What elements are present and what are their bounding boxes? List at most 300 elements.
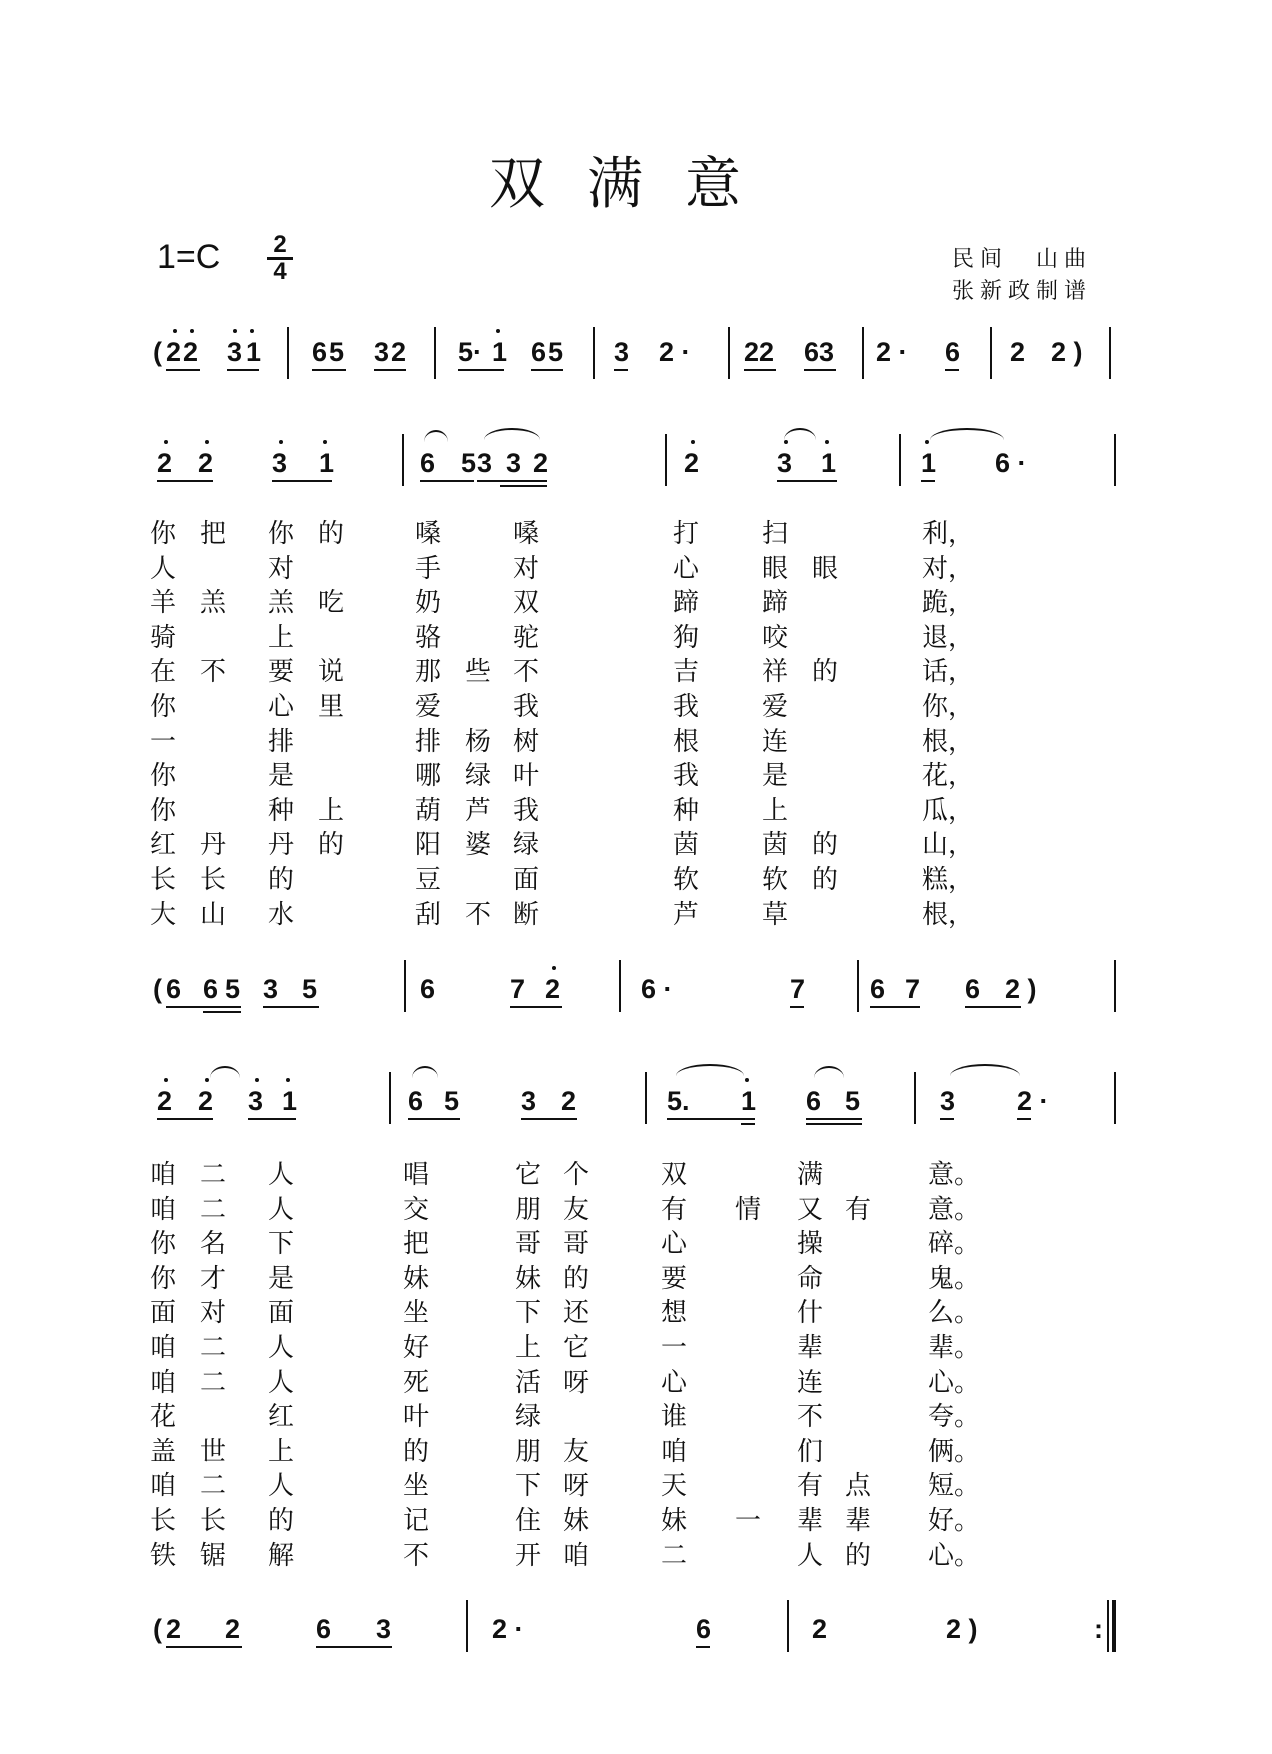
lyric-char: 的 — [318, 830, 345, 861]
lyric-char: 丹 — [268, 830, 295, 861]
lyric-char: 咱 — [563, 1540, 590, 1571]
barline — [434, 327, 436, 379]
lyric-char: 人 — [268, 1471, 295, 1502]
underline — [614, 369, 628, 371]
underline — [272, 480, 332, 482]
lyric-char: 人 — [268, 1194, 295, 1225]
lyric-char: 朋 — [515, 1436, 542, 1467]
lyric-char: 死 — [403, 1367, 430, 1398]
lyric-char: 我 — [673, 761, 700, 792]
underline — [945, 369, 959, 371]
lyric-char: 咱 — [661, 1436, 688, 1467]
note: 2 · — [659, 337, 691, 367]
lyric-char: 骆 — [415, 622, 442, 653]
lyric-char: 我 — [513, 692, 540, 722]
lyric-char: 水 — [268, 899, 295, 930]
underline — [166, 1646, 242, 1648]
lyric-char: 意。 — [928, 1194, 981, 1225]
lyric-char: 眼 — [762, 553, 789, 584]
note: 5 — [461, 448, 477, 478]
underline — [790, 1006, 804, 1008]
lyric-char: 丹 — [200, 830, 227, 861]
lyric-char: 大 — [150, 899, 177, 930]
barline — [1114, 1072, 1116, 1124]
lyric-char: 你 — [268, 519, 295, 549]
lyric-char: 解 — [268, 1540, 295, 1571]
lyric-char: 狗 — [673, 622, 700, 653]
lyric-char: 二 — [200, 1471, 227, 1502]
barline — [1114, 960, 1116, 1012]
lyric-char: 双 — [661, 1160, 688, 1190]
octave-dot — [691, 440, 695, 444]
lyric-char: 二 — [200, 1367, 227, 1398]
lyric-char: 连 — [762, 726, 789, 757]
barline — [728, 327, 730, 379]
octave-dot — [784, 440, 788, 444]
note: 1 — [921, 448, 937, 478]
lyric-char: 说 — [318, 657, 345, 688]
lyric-char: 软 — [673, 865, 700, 895]
underline — [870, 1006, 920, 1008]
note: 5. — [667, 1086, 690, 1116]
underline — [940, 1118, 954, 1120]
lyric-char: 天 — [661, 1471, 688, 1502]
barline — [787, 1600, 789, 1652]
lyric-char: 奶 — [415, 588, 442, 619]
lyric-char: 有 — [845, 1194, 872, 1225]
time-signature — [267, 231, 293, 285]
lyric-char: 吉 — [673, 657, 700, 688]
lyric-char: 长 — [150, 865, 177, 895]
underline — [166, 1006, 241, 1008]
lyric-char: 草 — [762, 899, 789, 930]
note: 6 — [696, 1614, 712, 1644]
octave-dot — [173, 329, 177, 333]
lyric-char: 红 — [268, 1402, 295, 1433]
note: 2 · — [876, 337, 908, 367]
lyric-char: 驼 — [513, 622, 540, 653]
lyric-char: 不 — [513, 657, 540, 688]
lyric-char: 把 — [200, 519, 227, 549]
lyric-char: 想 — [661, 1298, 688, 1329]
lyric-char: 吃 — [318, 588, 345, 619]
lyric-char: 们 — [797, 1436, 824, 1467]
lyric-char: 操 — [797, 1229, 824, 1260]
lyric-char: 心 — [268, 692, 295, 722]
octave-dot — [164, 1078, 168, 1082]
lyric-char: 不 — [200, 657, 227, 688]
lyric-char: 又 — [797, 1194, 824, 1225]
note: 2 ) — [946, 1614, 978, 1644]
note: 3 — [227, 337, 243, 367]
note: 7 — [905, 974, 921, 1004]
lyric-char: 红 — [150, 830, 177, 861]
lyric-char: 的 — [812, 830, 839, 861]
lyric-char: 祥 — [762, 657, 789, 688]
lyric-char: 世 — [200, 1436, 227, 1467]
underline — [316, 1646, 392, 1648]
note: 1 — [319, 448, 335, 478]
outro-staff — [0, 1614, 1272, 1674]
lyric-char: 上 — [515, 1333, 542, 1363]
lyric-char: 我 — [673, 692, 700, 722]
lyric-char: 上 — [268, 622, 295, 653]
lyric-char: 蹄 — [762, 588, 789, 619]
end-repeat-barline — [1112, 1600, 1116, 1652]
lyric-char: 你 — [150, 1229, 177, 1260]
lyric-char: 心 — [661, 1367, 688, 1398]
octave-dot — [925, 440, 929, 444]
note: 6 — [945, 337, 961, 367]
lyric-char: 要 — [661, 1263, 688, 1294]
barline — [645, 1072, 647, 1124]
underline-double — [806, 1123, 862, 1125]
lyric-char: 豆 — [415, 865, 442, 895]
barline — [287, 327, 289, 379]
lyric-char: 对 — [268, 553, 295, 584]
lyric-char: 你 — [150, 795, 177, 826]
underline — [458, 369, 504, 371]
lyric-char: 芦 — [465, 795, 492, 826]
lyric-char: 羔 — [268, 588, 295, 619]
underline — [166, 369, 200, 371]
underline — [374, 369, 406, 371]
underline — [227, 369, 259, 371]
barline — [862, 327, 864, 379]
lyric-char: 叶 — [403, 1402, 430, 1433]
barline — [1109, 327, 1111, 379]
lyric-char: 咱 — [150, 1333, 177, 1363]
paren-open: ( — [153, 1614, 162, 1644]
barline — [899, 434, 901, 486]
underline-double — [741, 1123, 755, 1125]
lyric-char: 心。 — [928, 1540, 981, 1571]
note: 3 — [614, 337, 630, 367]
underline — [157, 1118, 213, 1120]
note: 6 · — [995, 448, 1027, 478]
underline — [921, 480, 935, 482]
lyric-char: 上 — [268, 1436, 295, 1467]
lyric-char: 羊 — [150, 588, 177, 619]
note: 6 — [420, 448, 436, 478]
lyric-char: 茵 — [673, 830, 700, 861]
lyric-char: 绿 — [515, 1402, 542, 1433]
lyric-char: 花 — [150, 1402, 177, 1433]
barline — [1107, 1600, 1109, 1652]
lyric-char: 爱 — [762, 692, 789, 722]
lyric-char: 才 — [200, 1263, 227, 1294]
barline — [665, 434, 667, 486]
lyric-char: 它 — [515, 1160, 542, 1190]
lyric-char: 里 — [318, 692, 345, 722]
lyric-char: 山 — [200, 899, 227, 930]
lyric-char: 咱 — [150, 1160, 177, 1190]
lyric-char: 的 — [318, 519, 345, 549]
note: 6 — [806, 1086, 822, 1116]
note: 3 — [374, 337, 390, 367]
lyric-char: 茵 — [762, 830, 789, 861]
lyric-char: 谁 — [661, 1402, 688, 1433]
lyric-char: 妹 — [515, 1263, 542, 1294]
octave-dot — [552, 966, 556, 970]
lyric-char: 满 — [797, 1160, 824, 1190]
lyric-char: 的 — [268, 1506, 295, 1536]
octave-dot — [190, 329, 194, 333]
lyric-char: 妹 — [563, 1506, 590, 1536]
refrain-staff — [0, 1086, 1272, 1146]
note: 5 — [845, 1086, 861, 1116]
lyric-char: 上 — [318, 795, 345, 826]
lyric-char: 咬 — [762, 622, 789, 653]
lyric-char: 羔 — [200, 588, 227, 619]
barline — [466, 1600, 468, 1652]
lyric-char: 坐 — [403, 1298, 430, 1329]
slur — [784, 428, 816, 440]
lyric-char: 连 — [797, 1367, 824, 1398]
note: 63 — [804, 337, 835, 367]
lyric-char: 些 — [465, 657, 492, 688]
underline — [248, 1118, 296, 1120]
lyric-char: 退， — [922, 622, 975, 653]
lyric-char: 碎。 — [928, 1229, 981, 1260]
octave-dot — [323, 440, 327, 444]
note: 1 — [492, 337, 508, 367]
lyric-char: 盖 — [150, 1436, 177, 1467]
lyric-char: 要 — [268, 657, 295, 688]
lyric-char: 利， — [922, 519, 975, 549]
note: 2 — [198, 1086, 214, 1116]
lyric-char: 面 — [268, 1298, 295, 1329]
lyric-char: 么。 — [928, 1298, 981, 1329]
genre-credit: 民间 山曲 — [952, 247, 1093, 272]
note: 6 — [203, 974, 219, 1004]
underline — [477, 480, 547, 482]
lyric-char: 呀 — [563, 1471, 590, 1502]
lyric-char: 的 — [812, 657, 839, 688]
underline — [777, 480, 837, 482]
lyric-char: 眼 — [812, 553, 839, 584]
lyric-char: 树 — [513, 726, 540, 757]
underline — [420, 480, 474, 482]
note: 2 — [1010, 337, 1026, 367]
note: 3 — [777, 448, 793, 478]
note: 5 — [225, 974, 241, 1004]
lyric-char: 名 — [200, 1229, 227, 1260]
note: 3 — [940, 1086, 956, 1116]
lyric-char: 爱 — [415, 692, 442, 722]
lyric-char: 心 — [673, 553, 700, 584]
lyric-char: 咱 — [150, 1194, 177, 1225]
lyric-char: 情 — [735, 1194, 762, 1225]
slur — [814, 1066, 844, 1078]
lyric-char: 哥 — [515, 1229, 542, 1260]
note: 2 ) — [1051, 337, 1083, 367]
lyric-char: 扫 — [762, 519, 789, 549]
note: 2 — [391, 337, 407, 367]
lyric-char: 面 — [513, 865, 540, 895]
lyric-char: 杨 — [465, 726, 492, 757]
note: 2 · — [492, 1614, 524, 1644]
lyric-char: 糕， — [922, 865, 975, 895]
lyric-char: 二 — [200, 1333, 227, 1363]
lyric-char: 的 — [812, 865, 839, 895]
underline — [521, 1118, 577, 1120]
lyric-char: 呀 — [563, 1367, 590, 1398]
lyric-char: 人 — [268, 1333, 295, 1363]
lyric-char: 妹 — [661, 1506, 688, 1536]
lyric-char: 妹 — [403, 1263, 430, 1294]
note: 1 — [821, 448, 837, 478]
barline — [402, 434, 404, 486]
lyric-char: 你 — [150, 519, 177, 549]
note: 2 — [545, 974, 561, 1004]
octave-dot — [825, 440, 829, 444]
note: 2 · — [1017, 1086, 1049, 1116]
lyric-char: 点 — [845, 1471, 872, 1502]
octave-dot — [205, 440, 209, 444]
lyric-char: 我 — [513, 795, 540, 826]
lyric-char: 住 — [515, 1506, 542, 1536]
lyric-char: 心 — [661, 1229, 688, 1260]
paren-open: ( — [153, 974, 162, 1004]
lyric-char: 你 — [150, 1263, 177, 1294]
slur — [210, 1066, 240, 1078]
lyric-char: 是 — [268, 1263, 295, 1294]
lyric-char: 下 — [515, 1471, 542, 1502]
lyric-char: 人 — [150, 553, 177, 584]
underline — [531, 369, 563, 371]
slur — [412, 1066, 438, 1078]
slur — [484, 428, 540, 440]
underline — [1017, 1118, 1031, 1120]
note: 2 — [198, 448, 214, 478]
note: 1 — [741, 1086, 757, 1116]
lyric-char: 面 — [150, 1298, 177, 1329]
underline — [157, 480, 213, 482]
lyric-char: 手 — [415, 553, 442, 584]
lyric-char: 长 — [150, 1506, 177, 1536]
lyric-char: 种 — [268, 795, 295, 826]
time-numerator: 2 — [273, 231, 287, 258]
lyric-char: 双 — [513, 588, 540, 619]
note: 2 — [166, 1614, 182, 1644]
note: 2 — [183, 337, 199, 367]
lyric-char: 辈 — [845, 1506, 872, 1536]
lyric-char: 它 — [563, 1333, 590, 1363]
lyric-char: 的 — [403, 1436, 430, 1467]
lyric-char: 嗓 — [513, 519, 540, 549]
note: 6 — [531, 337, 547, 367]
note: 2 — [225, 1614, 241, 1644]
lyric-char: 种 — [673, 795, 700, 826]
note: 3 — [506, 448, 522, 478]
slur — [930, 428, 1004, 440]
lyric-char: 叶 — [513, 761, 540, 792]
note: 5 — [548, 337, 564, 367]
lyric-char: 跪， — [922, 588, 975, 619]
octave-dot — [233, 329, 237, 333]
lyric-char: 辈。 — [928, 1333, 981, 1363]
octave-dot — [496, 329, 500, 333]
lyric-char: 绿 — [465, 761, 492, 792]
lyric-char: 上 — [762, 795, 789, 826]
octave-dot — [255, 1078, 259, 1082]
paren-open: ( — [153, 337, 162, 367]
lyric-char: 长 — [200, 1506, 227, 1536]
lyric-char: 二 — [200, 1194, 227, 1225]
underline — [312, 369, 346, 371]
lyric-char: 不 — [403, 1540, 430, 1571]
lyric-char: 你 — [150, 692, 177, 722]
barline — [990, 327, 992, 379]
lyric-char: 友 — [563, 1194, 590, 1225]
underline — [804, 369, 836, 371]
barline — [389, 1072, 391, 1124]
note: 2 — [684, 448, 700, 478]
note: 2 — [157, 1086, 173, 1116]
repeat-sign: : — [1094, 1614, 1103, 1644]
lyric-char: 山， — [922, 830, 975, 861]
note: 3 — [248, 1086, 264, 1116]
lyric-char: 根 — [673, 726, 700, 757]
octave-dot — [286, 1078, 290, 1082]
lyric-char: 那 — [415, 657, 442, 688]
lyric-char: 对， — [922, 553, 975, 584]
lyric-char: 记 — [403, 1506, 430, 1536]
note: 5 — [329, 337, 345, 367]
lyric-char: 一 — [150, 726, 177, 757]
barline — [404, 960, 406, 1012]
barline — [1114, 434, 1116, 486]
note: 7 — [790, 974, 806, 1004]
note: 2 ) — [1005, 974, 1037, 1004]
lyric-char: 唱 — [403, 1160, 430, 1190]
note: 6 — [420, 974, 436, 1004]
lyric-char: 是 — [762, 761, 789, 792]
underline — [744, 369, 776, 371]
note: 3 — [477, 448, 493, 478]
lyric-char: 根， — [922, 726, 975, 757]
lyric-char: 锯 — [200, 1540, 227, 1571]
intro-staff — [0, 337, 1272, 397]
note: 2 — [166, 337, 182, 367]
octave-dot — [745, 1078, 749, 1082]
note: 3 — [376, 1614, 392, 1644]
lyric-char: 蹄 — [673, 588, 700, 619]
lyric-char: 骑 — [150, 622, 177, 653]
lyric-char: 是 — [268, 761, 295, 792]
note: 22 — [744, 337, 775, 367]
key-signature: 1=C — [157, 238, 221, 276]
lyric-char: 辈 — [797, 1333, 824, 1363]
note: 6 — [408, 1086, 424, 1116]
lyric-char: 铁 — [150, 1540, 177, 1571]
lyric-char: 对 — [200, 1298, 227, 1329]
lyric-char: 芦 — [673, 899, 700, 930]
lyric-char: 开 — [515, 1540, 542, 1571]
note: 3 — [521, 1086, 537, 1116]
lyric-char: 软 — [762, 865, 789, 895]
underline — [696, 1646, 710, 1648]
lyric-char: 心。 — [928, 1367, 981, 1398]
lyric-char: 长 — [200, 865, 227, 895]
lyric-char: 你， — [922, 692, 975, 722]
lyric-char: 二 — [200, 1160, 227, 1190]
lyric-char: 绿 — [513, 830, 540, 861]
underline-double — [203, 1011, 241, 1013]
lyric-char: 个 — [563, 1160, 590, 1190]
lyric-char: 二 — [661, 1540, 688, 1571]
